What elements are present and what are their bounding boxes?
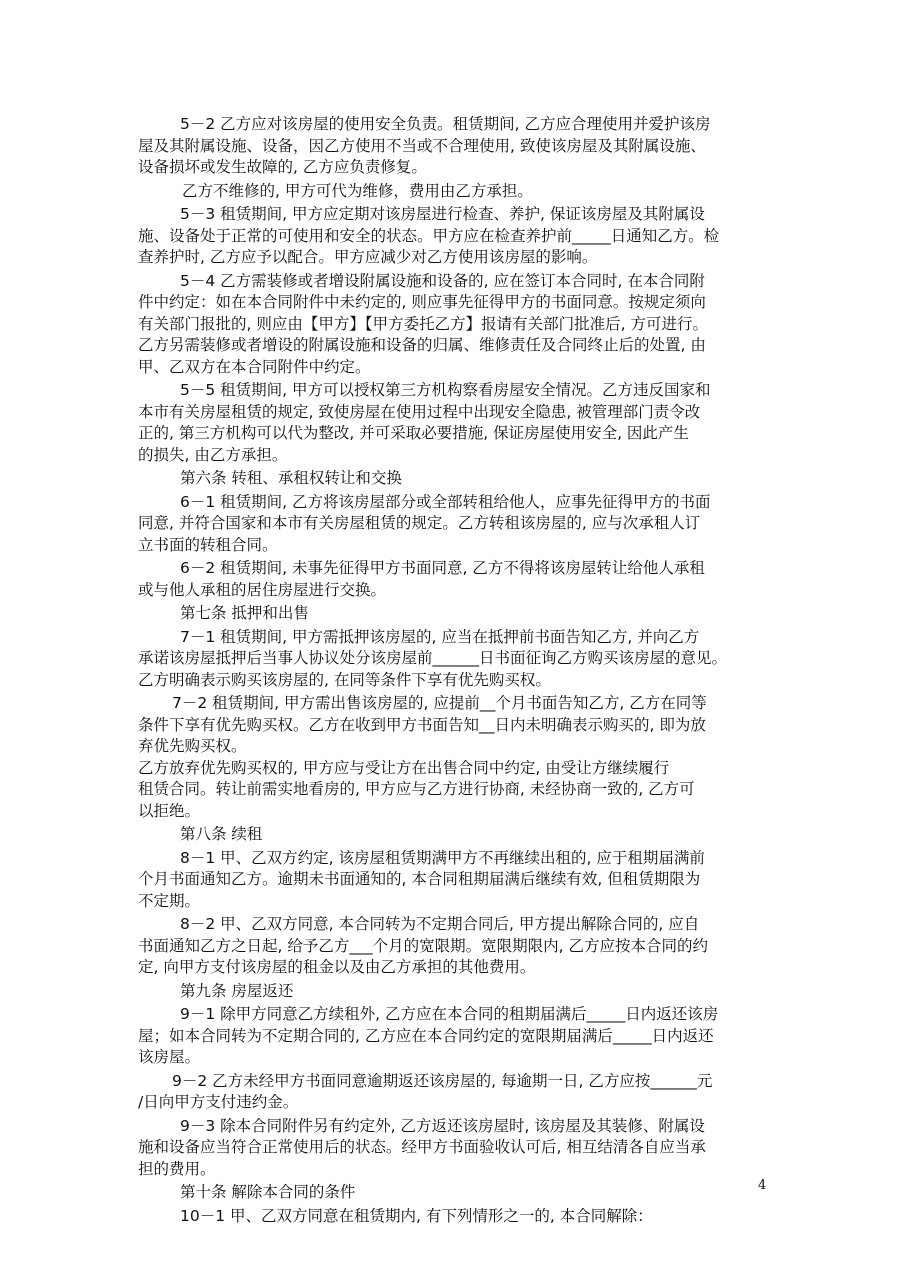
text-line: 5－3 租赁期间, 甲方应定期对该房屋进行检查、养护, 保证该房屋及其附属设 [180, 205, 705, 223]
text-line: 条件下享有优先购买权。乙方在收到甲方书面告知__日内未明确表示购买的, 即为放 [138, 715, 706, 734]
text-line: 租赁合同。转让前需实地看房的, 甲方应与乙方进行协商, 未经协商一致的, 乙方可 [138, 780, 695, 798]
text-line: 10－1 甲、乙双方同意在租赁期内, 有下列情形之一的, 本合同解除： [180, 1206, 653, 1225]
text-line: 担的费用。 [138, 1159, 216, 1178]
text-line: 同意, 并符合国家和本市有关房屋租赁的规定。乙方转租该房屋的, 应与次承租人订 [138, 514, 701, 532]
text-line: 个月书面通知乙方。逾期未书面通知的, 本合同租期届满后继续有效, 但租赁期限为 [138, 870, 701, 888]
text-line: 本市有关房屋租赁的规定, 致使房屋在使用过程中出现安全隐患, 被管理部门责令改 [138, 402, 701, 421]
text-line: 7－1 租赁期间, 甲方需抵押该房屋的, 应当在抵押前书面告知乙方, 并向乙方 [180, 627, 700, 646]
text-line: 屋；如本合同转为不定期合同的, 乙方应在本合同约定的宽限期届满后_____日内返还 [138, 1026, 714, 1045]
page-number: 4 [758, 1178, 767, 1193]
text-line: 件中约定：如在本合同附件中未约定的, 则应事先征得甲方的书面同意。按规定须向 [138, 293, 706, 311]
text-line: 乙方放弃优先购买权的, 甲方应与受让方在出售合同中约定, 由受让方继续履行 [138, 758, 670, 777]
text-line: 第十条 解除本合同的条件 [180, 1183, 356, 1201]
text-line: 8－1 甲、乙双方约定, 该房屋租赁期满甲方不再继续出租的, 应于租期届满前 [180, 848, 705, 867]
text-line: 第九条 房屋返还 [180, 981, 294, 1000]
text-line: 第七条 抵押和出售 [180, 604, 309, 622]
text-line: 7－2 租赁期间, 甲方需出售该房屋的, 应提前__个月书面告知乙方, 乙方在同等 [172, 694, 707, 712]
text-line: 乙方不维修的, 甲方可代为维修，费用由乙方承担。 [182, 181, 533, 200]
text-line: 6－2 租赁期间, 未事先征得甲方书面同意, 乙方不得将该房屋转让给他人承租 [180, 559, 705, 577]
text-line: 承诺该房屋抵押后当事人协议处分该房屋前______日书面征询乙方购买该房屋的意见。 [138, 649, 728, 667]
text-line: 查养护时, 乙方应予以配合。甲方应减少对乙方使用该房屋的影响。 [138, 248, 598, 266]
document-body [138, 114, 774, 1227]
text-line: 5－5 租赁期间, 甲方可以授权第三方机构察看房屋安全情况。乙方违反国家和 [180, 381, 711, 399]
text-line: 有关部门报批的, 则应由【甲方】【甲方委托乙方】报请有关部门批准后, 方可进行。 [138, 314, 708, 333]
text-line: /日向甲方支付违约金。 [138, 1093, 299, 1111]
text-line: 弃优先购买权。 [138, 737, 247, 755]
text-line: 书面通知乙方之日起, 给予乙方___个月的宽限期。宽限期限内, 乙方应按本合同的约 [138, 936, 708, 955]
text-line: 8－2 甲、乙双方同意, 本合同转为不定期合同后, 甲方提出解除合同的, 应自 [180, 915, 700, 933]
text-line: 5－4 乙方需装修或者增设附属设施和设备的, 应在签订本合同时, 在本合同附 [180, 271, 705, 290]
text-line: 甲、乙双方在本合同附件中约定。 [138, 357, 371, 376]
text-line: 以拒绝。 [138, 801, 201, 820]
text-line: 乙方另需装修或者增设的附属设施和设备的归属、维修责任及合同终止后的处置, 由 [138, 336, 706, 354]
text-line: 施和设备应当符合正常使用后的状态。经甲方书面验收认可后, 相互结清各自应当承 [138, 1138, 706, 1156]
text-line: 立书面的转租合同。 [138, 535, 278, 554]
text-line: 第八条 续租 [180, 825, 263, 843]
text-line: 或与他人承租的居住房屋进行交换。 [138, 580, 387, 599]
text-line: 施、设备处于正常的可使用和安全的状态。甲方应在检查养护前_____日通知乙方。检 [138, 226, 720, 245]
text-line: 5－2 乙方应对该房屋的使用安全负责。租赁期间, 乙方应合理使用并爱护该房 [180, 115, 711, 133]
text-line: 屋及其附属设施、设备，因乙方使用不当或不合理使用, 致使该房屋及其附属设施、 [138, 136, 706, 155]
text-line: 正的, 第三方机构可以代为整改, 并可采取必要措施, 保证房屋使用安全, 因此产生 [138, 424, 689, 442]
text-line: 9－2 乙方未经甲方书面同意逾期返还该房屋的, 每逾期一日, 乙方应按______元 [172, 1071, 713, 1090]
text-line: 9－3 除本合同附件另有约定外, 乙方返还该房屋时, 该房屋及其装修、附属设 [180, 1116, 705, 1135]
text-line: 6－1 租赁期间, 乙方将该房屋部分或全部转租给他人，应事先征得甲方的书面 [180, 492, 711, 511]
text-line: 设备损坏或发生故障的, 乙方应负责修复。 [138, 158, 427, 176]
text-line: 9－1 除甲方同意乙方续租外, 乙方应在本合同的租期届满后_____日内返还该房 [180, 1005, 719, 1023]
text-line: 该房屋。 [138, 1048, 201, 1066]
text-line: 不定期。 [138, 891, 201, 910]
text-line: 第六条 转租、承租权转让和交换 [180, 469, 402, 487]
text-line: 定, 向甲方支付该房屋的租金以及由乙方承担的其他费用。 [138, 958, 536, 976]
text-line: 乙方明确表示购买该房屋的, 在同等条件下享有优先购买权。 [138, 670, 551, 689]
text-line: 的损失, 由乙方承担。 [138, 445, 288, 464]
